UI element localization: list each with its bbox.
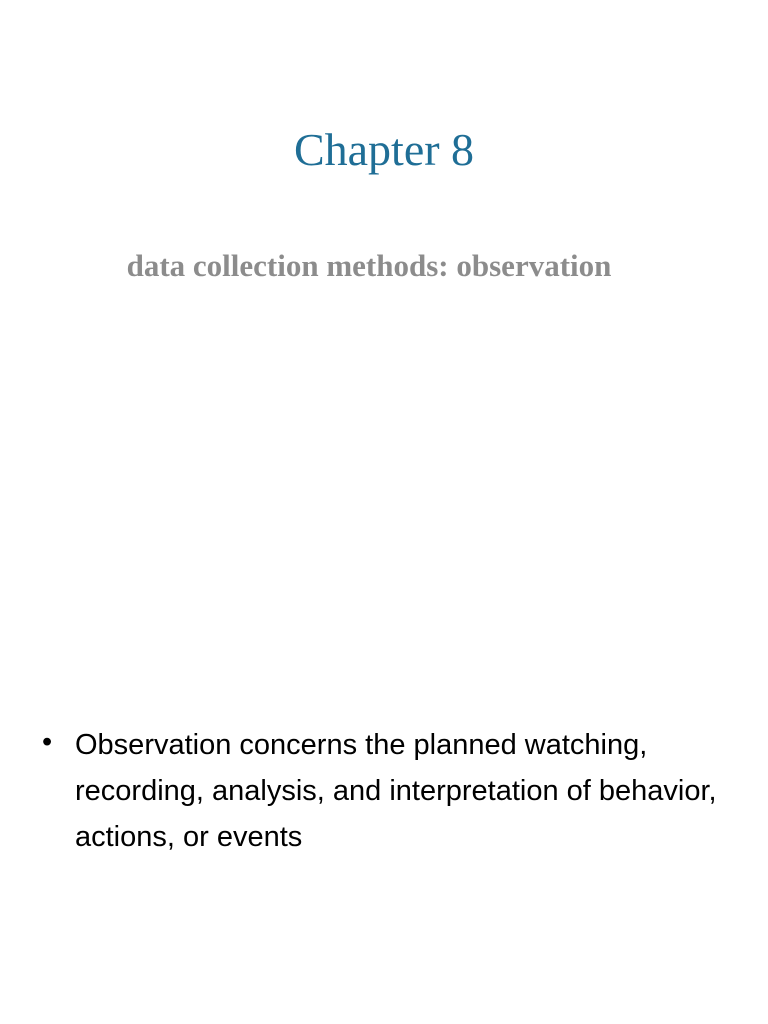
slide-subtitle: data collection methods: observation <box>126 248 612 283</box>
slide-title: Chapter 8 <box>293 124 475 175</box>
bullet-item <box>40 722 740 860</box>
bullet-list <box>40 722 740 860</box>
bullet-text: Observation concerns the planned watching, recording, analysis, and interpretation of behavior, actions, or events <box>75 729 717 853</box>
bullet-icon: • <box>42 726 53 758</box>
